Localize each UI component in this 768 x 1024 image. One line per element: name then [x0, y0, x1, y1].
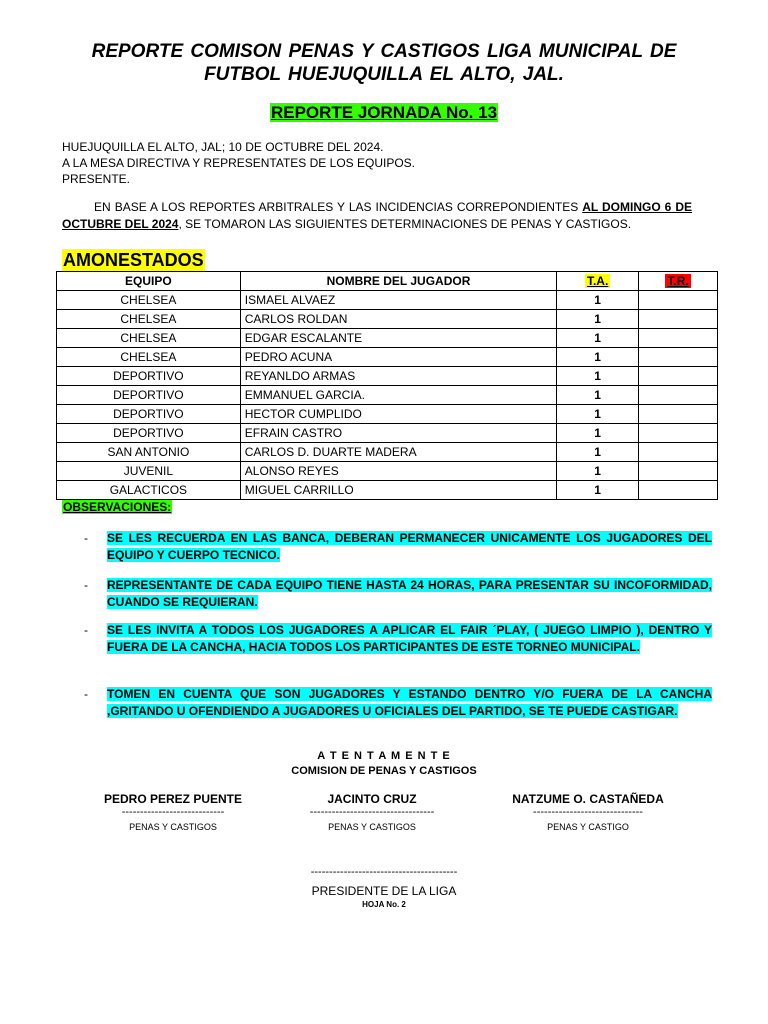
observation-text: TOMEN EN CUENTA QUE SON JUGADORES Y ESTANDO DENTRO Y/O FUERA DE LA CANCHA ,GRITANDO U OFENDIENDO A JUGADORES U OFICIALES DEL PARTIDO, SE TE PUEDE CASTIGAR.: [107, 687, 712, 718]
document-title: REPORTE COMISON PENAS Y CASTIGOS LIGA MUNICIPAL DE FUTBOL HUEJUQUILLA EL ALTO, JAL.: [91, 41, 677, 85]
table-row: [57, 367, 718, 386]
player-cell: CARLOS ROLDAN: [240, 310, 556, 329]
place-date: HUEJUQUILLA EL ALTO, JAL; 10 DE OCTUBRE DEL 2024.: [62, 140, 384, 154]
player-cell: REYANLDO ARMAS: [240, 367, 556, 386]
table-header-row: [57, 272, 718, 291]
observation-text-wrap: [107, 622, 712, 656]
yellow-card-cell: 1: [557, 424, 639, 443]
yellow-card-cell: 1: [557, 386, 639, 405]
player-cell: EDGAR ESCALANTE: [240, 329, 556, 348]
tr-label: T.R.: [667, 274, 689, 288]
signature-line: ----------------------------------: [309, 806, 435, 818]
team-cell: DEPORTIVO: [57, 424, 241, 443]
page-number: HOJA No. 2: [362, 900, 406, 909]
player-cell: ISMAEL ALVAEZ: [240, 291, 556, 310]
player-cell: EFRAIN CASTRO: [240, 424, 556, 443]
team-cell: SAN ANTONIO: [57, 443, 241, 462]
observation-text: SE LES INVITA A TODOS LOS JUGADORES A APLICAR EL FAIR ´PLAY, ( JUEGO LIMPIO ), DENTRO Y FUERA DE LA CANCHA, HACIA TODOS LOS PARTICIPANTES DE ESTE TORNEO MUNICIPAL.: [107, 623, 712, 654]
red-card-cell: [639, 424, 718, 443]
signer-name: PEDRO PEREZ PUENTE: [103, 792, 243, 806]
observation-text: REPRESENTANTE DE CADA EQUIPO TIENE HASTA 24 HORAS, PARA PRESENTAR SU INCOFORMIDAD, CUANDO SE REQUIERAN.: [107, 578, 712, 609]
team-cell: DEPORTIVO: [57, 405, 241, 424]
team-cell: CHELSEA: [57, 310, 241, 329]
table-row: [57, 291, 718, 310]
sanctions-table: [56, 271, 718, 500]
red-card-cell: [639, 329, 718, 348]
signature-block: [498, 792, 678, 832]
player-cell: CARLOS D. DUARTE MADERA: [240, 443, 556, 462]
letter-header: [62, 139, 415, 187]
addressee: A LA MESA DIRECTIVA Y REPRESENTATES DE LOS EQUIPOS.: [62, 156, 416, 170]
yellow-card-cell: 1: [557, 348, 639, 367]
president-block: [284, 866, 484, 909]
player-cell: PEDRO ACUNA: [240, 348, 556, 367]
yellow-card-cell: 1: [557, 367, 639, 386]
jornada-label: REPORTE JORNADA No. 13: [270, 103, 498, 122]
red-card-cell: [639, 481, 718, 500]
observaciones-heading: OBSERVACIONES:: [63, 500, 172, 514]
player-cell: MIGUEL CARRILLO: [240, 481, 556, 500]
team-cell: CHELSEA: [57, 291, 241, 310]
table-row: [57, 329, 718, 348]
yellow-card-cell: 1: [557, 291, 639, 310]
red-card-cell: [639, 367, 718, 386]
red-card-cell: [639, 462, 718, 481]
red-card-cell: [639, 443, 718, 462]
col-ta: [557, 272, 639, 291]
team-cell: CHELSEA: [57, 348, 241, 367]
team-cell: DEPORTIVO: [57, 386, 241, 405]
yellow-card-cell: 1: [557, 310, 639, 329]
bullet-dash: -: [84, 578, 88, 592]
signature-line: ----------------------------: [121, 806, 225, 818]
bullet-dash: -: [84, 531, 88, 545]
yellow-card-cell: 1: [557, 405, 639, 424]
table-row: [57, 405, 718, 424]
table-row: [57, 386, 718, 405]
table-row: [57, 462, 718, 481]
signer-role: PENAS Y CASTIGOS: [129, 822, 217, 832]
player-cell: ALONSO REYES: [240, 462, 556, 481]
signer-name: JACINTO CRUZ: [327, 792, 417, 806]
observation-text-wrap: [107, 686, 712, 720]
amonestados-heading: AMONESTADOS: [63, 250, 204, 270]
bullet-dash: -: [84, 623, 88, 637]
player-cell: EMMANUEL GARCIA.: [240, 386, 556, 405]
red-card-cell: [639, 348, 718, 367]
intro-date: AL DOMINGO 6 DE OCTUBRE DEL 2024: [62, 200, 692, 231]
signer-role: PENAS Y CASTIGOS: [328, 822, 416, 832]
signer-role: PENAS Y CASTIGO: [547, 822, 629, 832]
comision-label: COMISION DE PENAS Y CASTIGOS: [291, 765, 477, 777]
bullet-dash: -: [84, 687, 88, 701]
table-row: [57, 424, 718, 443]
table-row: [57, 348, 718, 367]
team-cell: GALACTICOS: [57, 481, 241, 500]
ta-label: T.A.: [586, 274, 609, 288]
presente: PRESENTE.: [62, 172, 131, 186]
signature-block: [88, 792, 258, 832]
observation-text-wrap: [107, 577, 712, 611]
yellow-card-cell: 1: [557, 481, 639, 500]
team-cell: DEPORTIVO: [57, 367, 241, 386]
jornada-heading: [0, 103, 768, 123]
table-row: [57, 310, 718, 329]
observation-text-wrap: [107, 530, 712, 564]
red-card-cell: [639, 405, 718, 424]
atentamente: A T E N T A M E N T E: [317, 750, 451, 762]
president-signature-line: ----------------------------------------: [310, 866, 458, 878]
yellow-card-cell: 1: [557, 443, 639, 462]
team-cell: JUVENIL: [57, 462, 241, 481]
red-card-cell: [639, 310, 718, 329]
col-equipo: EQUIPO: [57, 272, 241, 291]
table-row: [57, 481, 718, 500]
red-card-cell: [639, 291, 718, 310]
intro-part1: EN BASE A LOS REPORTES ARBITRALES Y LAS INCIDENCIAS CORREPONDIENTES: [94, 200, 583, 214]
yellow-card-cell: 1: [557, 462, 639, 481]
intro-part3: , SE TOMARON LAS SIGUIENTES DETERMINACIONES DE PENAS Y CASTIGOS.: [178, 217, 632, 231]
observation-text: SE LES RECUERDA EN LAS BANCA, DEBERAN PERMANECER UNICAMENTE LOS JUGADORES DEL EQUIPO Y CUERPO TECNICO.: [107, 531, 712, 562]
president-label: PRESIDENTE DE LA LIGA: [311, 884, 457, 898]
red-card-cell: [639, 386, 718, 405]
team-cell: CHELSEA: [57, 329, 241, 348]
col-tr: [639, 272, 718, 291]
signature-block: [282, 792, 462, 832]
table-row: [57, 443, 718, 462]
signer-name: NATZUME O. CASTAÑEDA: [512, 792, 664, 806]
signature-line: ------------------------------: [533, 806, 643, 818]
yellow-card-cell: 1: [557, 329, 639, 348]
player-cell: HECTOR CUMPLIDO: [240, 405, 556, 424]
col-jugador: NOMBRE DEL JUGADOR: [240, 272, 556, 291]
intro-paragraph: [62, 199, 692, 233]
